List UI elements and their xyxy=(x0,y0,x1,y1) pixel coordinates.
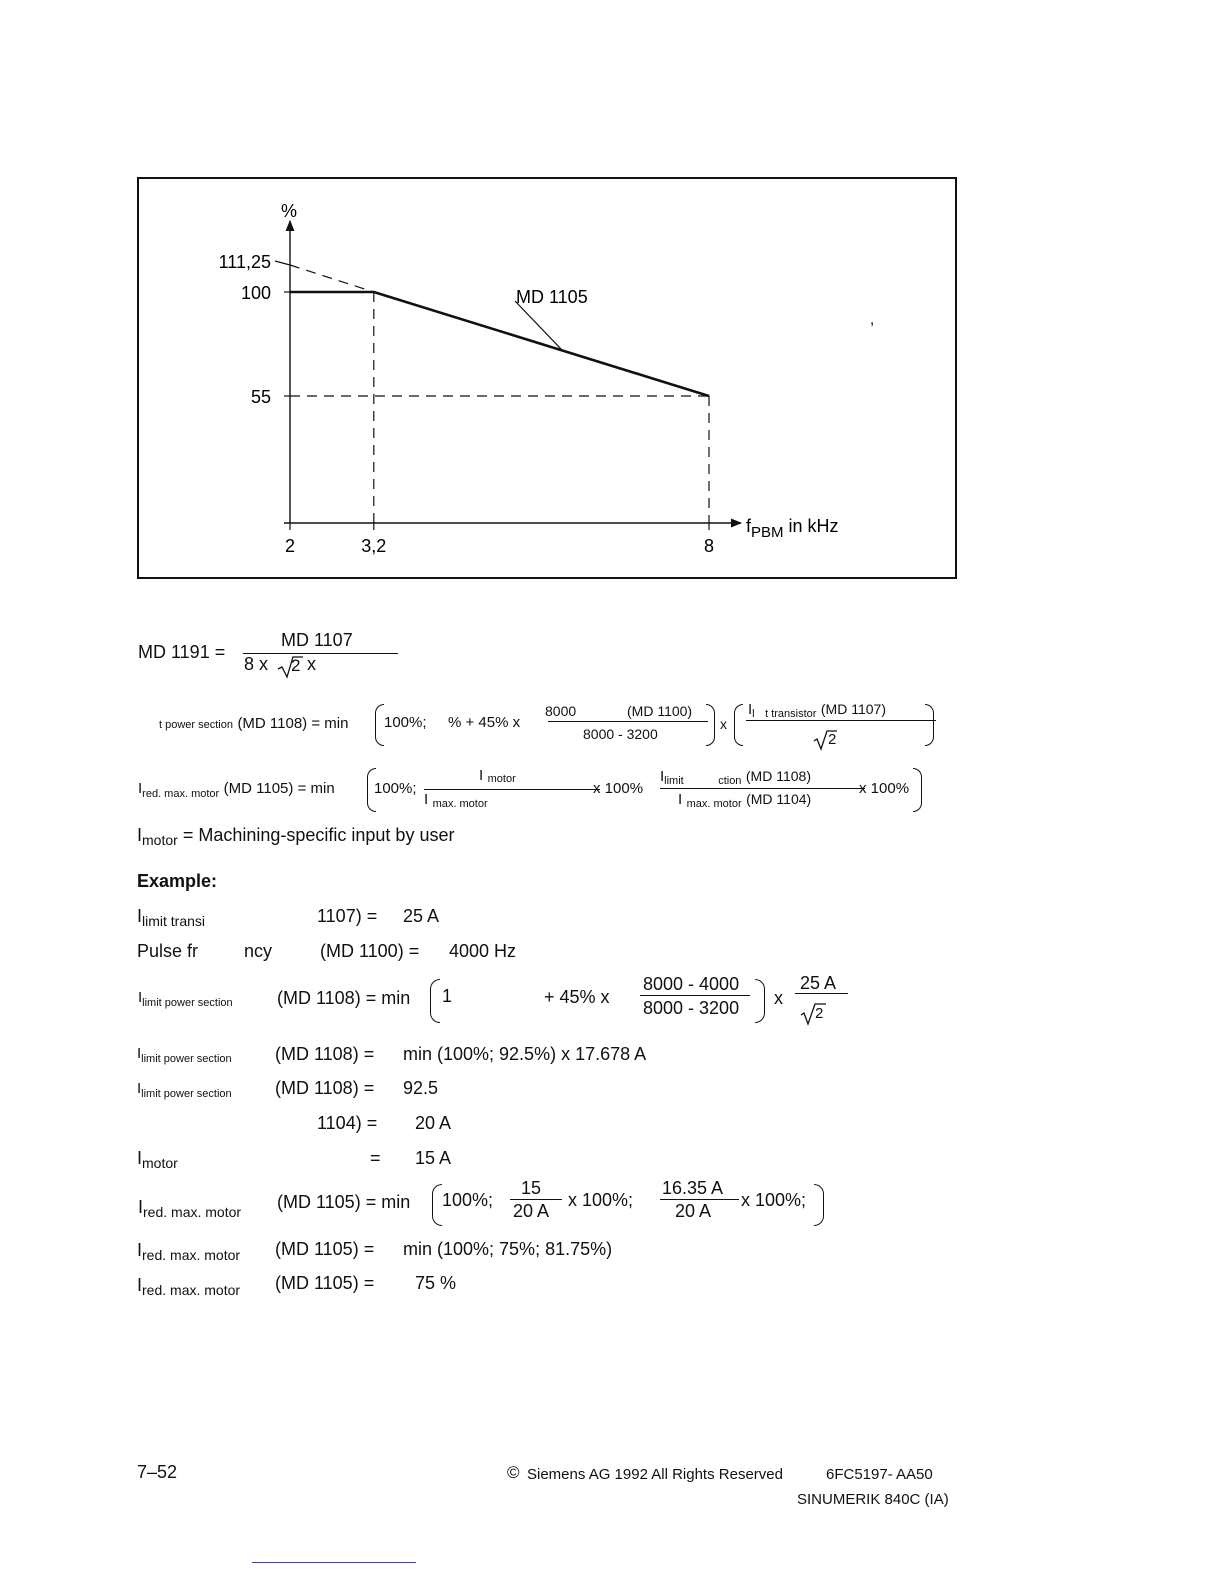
example-heading: Example: xyxy=(137,871,218,891)
ex-l8-right-paren xyxy=(814,1184,824,1226)
ex-l7-base: I xyxy=(137,1148,143,1168)
data-point xyxy=(373,292,374,293)
f2-times: x xyxy=(720,716,727,732)
ex-l9-base: I xyxy=(137,1240,143,1260)
ex-l8-fraction-bar-1 xyxy=(510,1199,562,1200)
f3-right-paren xyxy=(913,768,922,812)
ex-l5-base: I xyxy=(137,1080,142,1097)
f3-num1 xyxy=(479,767,516,785)
ex-l3-den: 8000 - 3200 xyxy=(643,998,740,1018)
chart-frame xyxy=(137,177,957,579)
y-tick-leader xyxy=(275,261,290,265)
ex-l8-sub: red. max. motor xyxy=(143,1204,242,1220)
f3-num2-sub: limit xyxy=(664,775,684,787)
imotor-line xyxy=(137,825,454,846)
x-tick-label: 3,2 xyxy=(361,536,387,556)
f3-fraction-bar-1 xyxy=(424,789,600,790)
y-axis-label: % xyxy=(281,201,298,221)
f3-num2 xyxy=(660,768,811,786)
f2-den: 8000 - 3200 xyxy=(583,726,658,742)
f3-den2-md: (MD 1104) xyxy=(746,791,812,807)
ex-l9-sub: red. max. motor xyxy=(142,1247,241,1263)
ex-l3-fraction-bar xyxy=(640,995,750,996)
ex-l4-md: (MD 1108) = xyxy=(275,1044,375,1064)
ex-l6-md: 1104) = xyxy=(317,1113,378,1133)
f3-num2-base: I xyxy=(660,768,665,785)
ex-l3-p1: 1 xyxy=(442,986,453,1006)
f2-fraction-bar xyxy=(548,721,708,722)
ex-l9-lhs xyxy=(137,1240,240,1261)
ex-l8-base: I xyxy=(138,1197,144,1217)
ex-l3-lhs xyxy=(138,989,233,1007)
ex-l8-x1: x 100%; xyxy=(568,1190,634,1210)
f3-p1: 100%; xyxy=(374,780,417,797)
ex-l3-fraction-bar-2 xyxy=(795,993,848,994)
x-axis-label xyxy=(746,516,839,541)
f3-den2-sub: max. motor xyxy=(686,798,742,810)
ex-l10-lhs xyxy=(137,1275,240,1296)
copyright-text: Siemens AG 1992 All Rights Reserved xyxy=(527,1466,783,1483)
f2-lhs-sub: t power section xyxy=(159,719,233,731)
series-label: MD 1105 xyxy=(516,287,588,307)
f2-num-a: 8000 xyxy=(545,703,577,719)
ex-l7-val: 15 A xyxy=(415,1148,452,1168)
ex-l5-md: (MD 1108) = xyxy=(275,1078,375,1098)
f3-lhs-base: I xyxy=(138,780,143,797)
f3-den1 xyxy=(424,791,488,809)
data-point xyxy=(709,396,710,397)
ex-l7-sub: motor xyxy=(142,1155,178,1171)
ex-l10-base: I xyxy=(137,1275,143,1295)
f2-i2 xyxy=(748,701,886,719)
ex-l8-p1: 100%; xyxy=(442,1190,494,1210)
x-axis-label-sub: PBM xyxy=(751,524,784,541)
derating-chart xyxy=(139,179,959,581)
md1191-numerator: MD 1107 xyxy=(281,630,353,650)
f2-lhs-md: (MD 1108) = min xyxy=(237,715,349,732)
ex-l4-sub: limit power section xyxy=(141,1053,232,1065)
ex-l8-num1: 15 xyxy=(521,1178,542,1198)
extrapolation-line xyxy=(290,265,374,292)
ex-l4-base: I xyxy=(137,1045,142,1062)
ex-l8-den2: 20 A xyxy=(675,1201,712,1221)
f2-i2-md: (MD 1107) xyxy=(820,701,886,717)
ex-l7-lhs xyxy=(137,1148,178,1169)
md1191-den-b: x xyxy=(307,654,316,674)
f2-i2-sub: l xyxy=(752,708,755,720)
ex-l3-num: 8000 - 4000 xyxy=(643,974,740,994)
f3-lhs-md: (MD 1105) = min xyxy=(223,780,335,797)
imotor-text: = Machining-specific input by user xyxy=(182,825,455,845)
md1191-lhs: MD 1191 = xyxy=(138,642,226,662)
f3-num2-sub2: ction xyxy=(718,775,742,787)
ex-l3-base: I xyxy=(138,989,143,1006)
page-number: 7–52 xyxy=(137,1462,178,1482)
f2-i2-base: I xyxy=(748,701,753,718)
ex-l3-num2: 25 A xyxy=(800,973,837,993)
f3-x100-2: x 100% xyxy=(859,780,910,797)
f2-p2: % + 45% x xyxy=(448,714,521,731)
document-code: 6FC5197- AA50 xyxy=(826,1466,933,1483)
ex-l9-md: (MD 1105) = xyxy=(275,1239,375,1259)
f3-lhs-sub: red. max. motor xyxy=(142,788,220,800)
link-underline xyxy=(252,1562,416,1563)
ex-l9-val: min (100%; 75%; 81.75%) xyxy=(403,1239,613,1259)
ex-l8-x2: x 100%; xyxy=(741,1190,807,1210)
x-tick-label: 8 xyxy=(703,536,715,556)
copyright-icon: © xyxy=(507,1463,520,1482)
ex-l5-lhs xyxy=(137,1080,232,1098)
f2-sqrt-value: 2 xyxy=(828,731,837,748)
imotor-base: I xyxy=(137,825,143,845)
ex-l1-lhs xyxy=(137,906,205,927)
ex-l10-val: 75 % xyxy=(415,1273,457,1293)
comma-mark: , xyxy=(870,311,875,328)
f3-den1-sub: max. motor xyxy=(432,798,488,810)
ex-l6-val: 20 A xyxy=(415,1113,452,1133)
ex-l3-times: x xyxy=(774,988,783,1008)
ex-l3-p2: + 45% x xyxy=(544,987,610,1007)
y-tick-label: 55 xyxy=(250,387,271,407)
ex-l1-base: I xyxy=(137,906,143,926)
ex-l3-sub: limit power section xyxy=(142,997,233,1009)
x-tick-label: 2 xyxy=(284,536,296,556)
f2-num-b: (MD 1100) xyxy=(627,703,693,719)
series-line-md-1105 xyxy=(290,292,709,396)
ex-l8-md: (MD 1105) = min xyxy=(277,1192,411,1212)
ex-l1-sub: limit transi xyxy=(142,913,206,929)
ex-l3-right-paren xyxy=(755,979,765,1023)
imotor-sub: motor xyxy=(142,832,178,848)
ex-l2-b: ncy xyxy=(244,941,273,961)
f2-right-paren-1 xyxy=(706,704,715,746)
ex-l2-val: 4000 Hz xyxy=(449,941,517,961)
ex-l8-left-paren xyxy=(432,1184,442,1226)
f2-p1: 100%; xyxy=(384,714,427,731)
ex-l7-md: = xyxy=(370,1148,381,1168)
ex-l3-sqrt-value: 2 xyxy=(815,1005,824,1022)
ex-l10-md: (MD 1105) = xyxy=(275,1273,375,1293)
ex-l10-sub: red. max. motor xyxy=(142,1282,241,1298)
md1191-den-sqrt: 2 xyxy=(291,656,301,675)
f2-left-paren-2 xyxy=(734,704,743,746)
product-name: SINUMERIK 840C (IA) xyxy=(797,1491,949,1508)
ex-l8-lhs xyxy=(138,1197,241,1218)
f3-den2 xyxy=(678,791,811,809)
ex-l1-val: 25 A xyxy=(403,906,440,926)
f3-x100-1: x 100% xyxy=(593,780,644,797)
f3-fraction-bar-2 xyxy=(660,788,865,789)
f2-right-paren-2 xyxy=(925,704,934,746)
ex-l8-fraction-bar-2 xyxy=(660,1199,739,1200)
y-tick-label: 100 xyxy=(240,283,271,303)
ex-l8-den1: 20 A xyxy=(513,1201,550,1221)
x-axis-label-base: f xyxy=(746,516,752,536)
f2-i2-sub2: t transistor xyxy=(765,708,817,720)
ex-l3-md: (MD 1108) = min xyxy=(277,988,411,1008)
ex-l5-sub: limit power section xyxy=(141,1088,232,1100)
f3-num1-base: I xyxy=(479,767,484,784)
ex-l4-val: min (100%; 92.5%) x 17.678 A xyxy=(403,1044,647,1064)
md1191-den-a: 8 x xyxy=(244,654,269,674)
f3-num1-sub: motor xyxy=(487,773,516,785)
f2-lhs xyxy=(159,715,348,733)
f3-num2-md: (MD 1108) xyxy=(745,768,811,784)
f3-den1-base: I xyxy=(424,791,429,808)
ex-l8-num2: 16.35 A xyxy=(662,1178,724,1198)
ex-l3-left-paren xyxy=(430,979,440,1023)
x-axis-label-unit: in kHz xyxy=(783,516,839,536)
f3-den2-base: I xyxy=(678,791,683,808)
y-tick-label: 111,25 xyxy=(218,252,271,272)
f2-left-paren xyxy=(375,704,384,746)
f3-lhs xyxy=(138,780,335,798)
ex-l4-lhs xyxy=(137,1045,232,1063)
ex-l1-md: 1107) = xyxy=(317,906,378,926)
ex-l2-md: (MD 1100) = xyxy=(320,941,420,961)
f2-fraction-bar-2 xyxy=(746,720,936,721)
ex-l5-val: 92.5 xyxy=(403,1078,439,1098)
ex-l2-a: Pulse fr xyxy=(137,941,199,961)
